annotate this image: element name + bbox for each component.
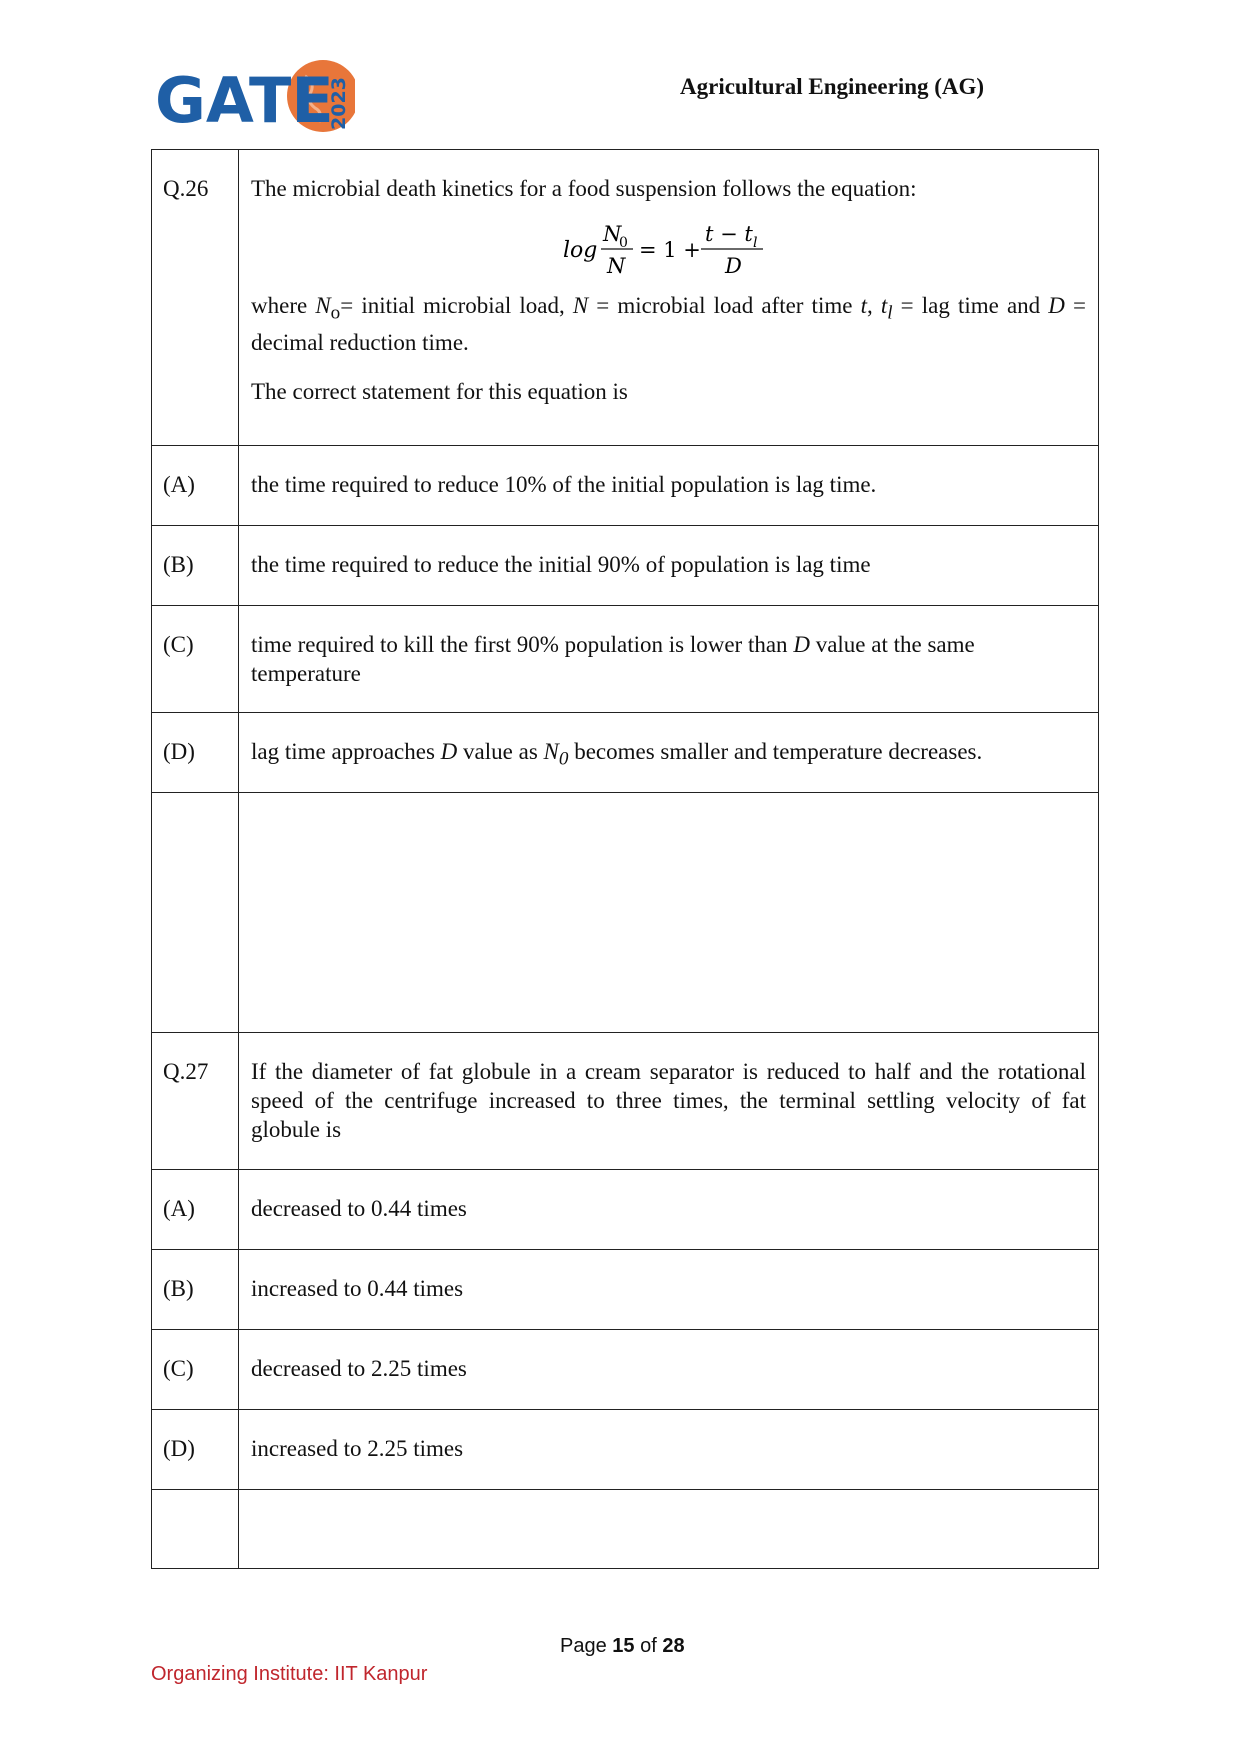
question-27-text: If the diameter of fat globule in a cream separator is reduced to half and the rotational speed of the centrifuge increased to three times, the terminal settling velocity of fat globule is bbox=[239, 1033, 1099, 1170]
option-text: lag time approaches D value as $N_0$ becomes smaller and temperature decreases. bbox=[239, 713, 1099, 793]
option-text: decreased to 0.44 times bbox=[239, 1170, 1099, 1250]
blank-row bbox=[152, 793, 1099, 1033]
option-text: increased to 0.44 times bbox=[239, 1250, 1099, 1330]
eq-equals: = 1 + bbox=[638, 238, 701, 262]
eq-num-n: N bbox=[602, 222, 621, 246]
option-row-d bbox=[152, 713, 1099, 793]
option-row-b bbox=[152, 526, 1099, 606]
option-text: the time required to reduce the initial 90% of population is lag time bbox=[239, 526, 1099, 606]
question-intro: The microbial death kinetics for a food suspension follows the equation: bbox=[251, 176, 917, 201]
option-label: (C) bbox=[152, 606, 239, 713]
option-text: increased to 2.25 times bbox=[239, 1410, 1099, 1490]
question-number: Q.26 bbox=[152, 150, 239, 446]
option-row-c bbox=[152, 606, 1099, 713]
question-26-body bbox=[239, 150, 1099, 446]
option-text: time required to kill the first 90% population is lower than D value at the same temperature bbox=[239, 606, 1099, 713]
option-row-b bbox=[152, 1250, 1099, 1330]
option-label: (D) bbox=[152, 1410, 239, 1490]
equation bbox=[251, 217, 1086, 281]
option-label: (A) bbox=[152, 1170, 239, 1250]
gate-2023-logo bbox=[155, 58, 355, 138]
option-label: (D) bbox=[152, 713, 239, 793]
option-label: (A) bbox=[152, 446, 239, 526]
option-text: the time required to reduce 10% of the initial population is lag time. bbox=[239, 446, 1099, 526]
eq-rhs-num: t − t bbox=[704, 222, 753, 246]
option-row-a bbox=[152, 446, 1099, 526]
subject-title: Agricultural Engineering (AG) bbox=[680, 74, 985, 99]
question-number: Q.27 bbox=[152, 1033, 239, 1170]
logo-text: GATE bbox=[155, 64, 334, 137]
option-label: (B) bbox=[152, 1250, 239, 1330]
eq-num-sub: 0 bbox=[618, 235, 628, 251]
eq-rhs-den: D bbox=[724, 254, 742, 278]
eq-den-n: N bbox=[606, 254, 625, 278]
question-27-row bbox=[152, 1033, 1099, 1170]
option-row-a bbox=[152, 1170, 1099, 1250]
eq-rhs-sub: l bbox=[752, 235, 757, 251]
organizing-institute: Organizing Institute: IIT Kanpur bbox=[151, 1663, 428, 1685]
option-text: decreased to 2.25 times bbox=[239, 1330, 1099, 1410]
blank-row bbox=[152, 1490, 1099, 1569]
option-label: (C) bbox=[152, 1330, 239, 1410]
option-row-d bbox=[152, 1410, 1099, 1490]
option-row-c bbox=[152, 1330, 1099, 1410]
question-prompt: The correct statement for this equation is bbox=[251, 378, 628, 404]
question-26-table bbox=[151, 149, 1099, 1569]
question-where-text: where $N_o=$ initial microbial load, N = microbial load after time t, $t_l$ = lag time and D = decimal reduction time. bbox=[251, 293, 1086, 355]
logo-year: 2023 bbox=[328, 77, 350, 130]
page-number: Page 15 of 28 bbox=[560, 1635, 685, 1657]
eq-log: log bbox=[562, 238, 597, 263]
option-label: (B) bbox=[152, 526, 239, 606]
